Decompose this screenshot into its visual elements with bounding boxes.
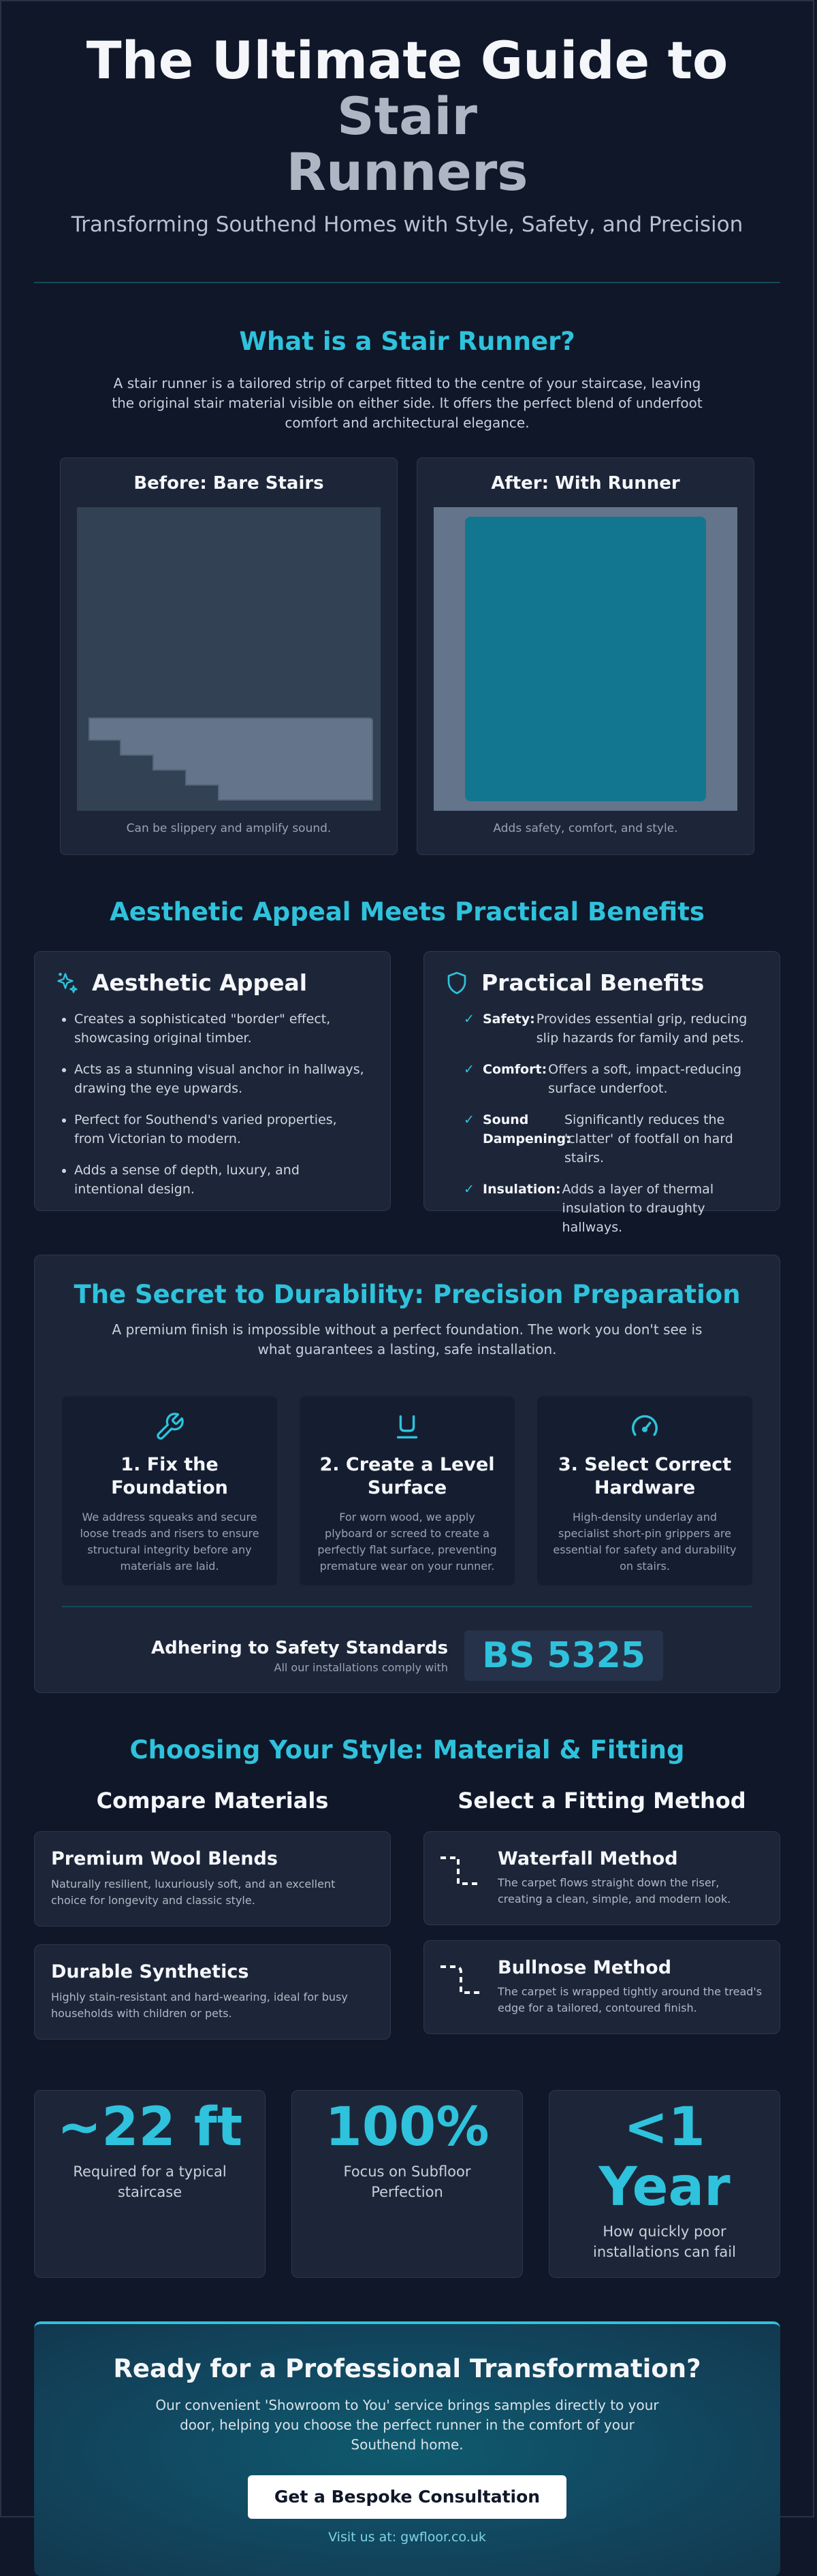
fitting-card xyxy=(423,1831,780,1925)
shield-icon xyxy=(445,971,469,995)
before-title: Before: Bare Stairs xyxy=(133,473,324,494)
list-item xyxy=(464,1060,759,1098)
step-title: 1. Fix the Foundation xyxy=(111,1454,228,1498)
stat-label: Focus on Subfloor Perfection xyxy=(343,2163,471,2200)
fitting-title: Select a Fitting Method xyxy=(458,1788,746,1814)
list-item xyxy=(464,1180,759,1237)
practical-card xyxy=(423,951,780,1235)
what-is-title: What is a Stair Runner? xyxy=(239,327,575,356)
fitting-text: The carpet is wrapped tightly around the tread's edge for a tailored, contoured finish. xyxy=(498,1985,763,2014)
durability-divider xyxy=(62,1606,752,1607)
step-title: 3. Select Correct Hardware xyxy=(558,1454,732,1498)
website-link[interactable]: Visit us at: gwfloor.co.uk xyxy=(328,2530,486,2545)
after-caption: Adds safety, comfort, and style. xyxy=(493,822,678,835)
consultation-button[interactable]: Get a Bespoke Consultation xyxy=(248,2475,566,2519)
aesthetic-card xyxy=(34,951,391,1211)
item-text: Adds a layer of thermal insulation to draughty hallways. xyxy=(562,1182,714,1235)
bare-stairs-illustration xyxy=(77,507,381,811)
before-after xyxy=(60,457,754,855)
list-item xyxy=(464,1110,759,1168)
step-card xyxy=(300,1396,515,1585)
check-icon: ✓ xyxy=(464,1012,475,1027)
title-part-3: Runners xyxy=(286,142,528,202)
content xyxy=(34,1,780,2576)
fitting-name: Bullnose Method xyxy=(498,1957,672,1978)
benefits-title: Aesthetic Appeal Meets Practical Benefits xyxy=(110,897,705,927)
before-card xyxy=(60,457,398,855)
stat-label: How quickly poor installations can fail xyxy=(593,2223,736,2260)
stats-row xyxy=(34,2090,780,2278)
stat-value: ~22 ft xyxy=(57,2097,243,2158)
fitting-card xyxy=(423,1940,780,2034)
item-label: Safety: xyxy=(483,1012,535,1027)
stat-card xyxy=(549,2090,780,2278)
title-part-2: Stair xyxy=(337,86,477,146)
fitting-body xyxy=(498,1848,763,1908)
title-part-1: The Ultimate Guide to xyxy=(86,30,728,91)
durability-title: The Secret to Durability: Precision Preparation xyxy=(74,1280,741,1309)
list-item: • Acts as a stunning visual anchor in hallways, drawing the eye upwards. xyxy=(74,1060,370,1098)
safety-standard xyxy=(62,1630,752,1681)
durability-description: A premium finish is impossible without a perfect foundation. The work you don't see is what guarantees a lasting, safe installation. xyxy=(112,1321,703,1357)
item-label: Sound Dampening: xyxy=(483,1112,571,1146)
waterfall-icon xyxy=(440,1848,498,1908)
step-text: High-density underlay and specialist short-pin grippers are essential for safety and durability on stairs. xyxy=(553,1511,737,1573)
step-title: 2. Create a Level Surface xyxy=(319,1454,495,1498)
item-label: Insulation: xyxy=(483,1182,561,1197)
durability-section xyxy=(34,1255,780,1693)
style-columns xyxy=(34,1788,780,2057)
bullnose-icon xyxy=(440,1957,498,2017)
fitting-text: The carpet flows straight down the riser, creating a clean, simple, and modern look. xyxy=(498,1876,731,1905)
material-title: Premium Wool Blends xyxy=(51,1848,278,1869)
prep-steps xyxy=(62,1396,752,1585)
list-item: • Adds a sense of depth, luxury, and intentional design. xyxy=(74,1161,370,1199)
aesthetic-heading xyxy=(55,969,370,996)
practical-heading xyxy=(445,969,759,996)
fitting-body xyxy=(498,1957,763,2017)
sparkles-icon xyxy=(55,971,80,995)
level-icon xyxy=(391,1411,423,1443)
list-item: • Perfect for Southend's varied properties, from Victorian to modern. xyxy=(74,1110,370,1148)
page-subtitle: Transforming Southend Homes with Style, Safety, and Precision xyxy=(71,212,743,237)
material-card xyxy=(34,1944,391,2040)
practical-title: Practical Benefits xyxy=(481,969,705,996)
after-card xyxy=(417,457,754,855)
standard-badge: BS 5325 xyxy=(464,1630,663,1681)
style-title: Choosing Your Style: Material & Fitting xyxy=(129,1735,685,1765)
what-is-description: A stair runner is a tailored strip of carpet fitted to the centre of your staircase, leaving the original stair material visible on either side. It offers the perfect blend of underfoot comfort and architectural elegance. xyxy=(112,375,703,431)
item-text: Provides essential grip, reducing slip hazards for family and pets. xyxy=(536,1012,748,1046)
fitting-name: Waterfall Method xyxy=(498,1848,678,1869)
benefits-cards xyxy=(34,951,780,1235)
stat-card xyxy=(291,2090,523,2278)
stat-value: 100% xyxy=(325,2097,490,2158)
material-text: Highly stain-resistant and hard-wearing, ideal for busy households with children or pets. xyxy=(51,1991,348,2020)
step-card xyxy=(537,1396,752,1585)
header-divider xyxy=(34,282,780,283)
item-text: Significantly reduces the 'clatter' of footfall on hard stairs. xyxy=(564,1112,733,1165)
cta-text: Our convenient 'Showroom to You' service brings samples directly to your door, helping you choose the perfect runner in the comfort of your Southend home. xyxy=(155,2397,659,2453)
runner-stairs-illustration xyxy=(434,507,737,811)
standard-text xyxy=(151,1638,448,1674)
materials-column xyxy=(34,1788,391,2057)
aesthetic-list xyxy=(55,1010,370,1199)
step-card xyxy=(62,1396,277,1585)
stat-card xyxy=(34,2090,266,2278)
item-label: Comfort: xyxy=(483,1062,547,1077)
before-caption: Can be slippery and amplify sound. xyxy=(126,822,332,835)
step-text: We address squeaks and secure loose treads and risers to ensure structural integrity before any materials are laid. xyxy=(80,1511,259,1573)
check-icon: ✓ xyxy=(464,1182,475,1197)
check-icon: ✓ xyxy=(464,1112,475,1127)
stat-label: Required for a typical staircase xyxy=(73,2163,227,2200)
list-item xyxy=(464,1010,759,1048)
cta-section xyxy=(34,2321,780,2576)
cta-title: Ready for a Professional Transformation? xyxy=(113,2354,701,2383)
step-text: For worn wood, we apply plyboard or screed to create a perfectly flat surface, preventing premature wear on your runner. xyxy=(317,1511,497,1573)
gauge-icon xyxy=(629,1411,660,1443)
material-text: Naturally resilient, luxuriously soft, and an excellent choice for longevity and classic style. xyxy=(51,1878,336,1907)
standard-title: Adhering to Safety Standards xyxy=(151,1637,449,1658)
item-text: Offers a soft, impact-reducing surface underfoot. xyxy=(548,1062,742,1096)
materials-title: Compare Materials xyxy=(96,1788,329,1814)
fitting-column xyxy=(423,1788,780,2057)
standard-subtitle: All our installations comply with xyxy=(274,1660,449,1674)
page-title xyxy=(34,1,780,200)
aesthetic-title: Aesthetic Appeal xyxy=(92,969,308,996)
check-icon: ✓ xyxy=(464,1062,475,1077)
material-title: Durable Synthetics xyxy=(51,1961,249,1982)
stat-value: <1 Year xyxy=(598,2097,731,2218)
wrench-icon xyxy=(154,1411,185,1443)
after-title: After: With Runner xyxy=(491,473,680,494)
list-item: • Creates a sophisticated "border" effect, showcasing original timber. xyxy=(74,1010,370,1048)
practical-list xyxy=(445,1010,759,1237)
material-card xyxy=(34,1831,391,1927)
